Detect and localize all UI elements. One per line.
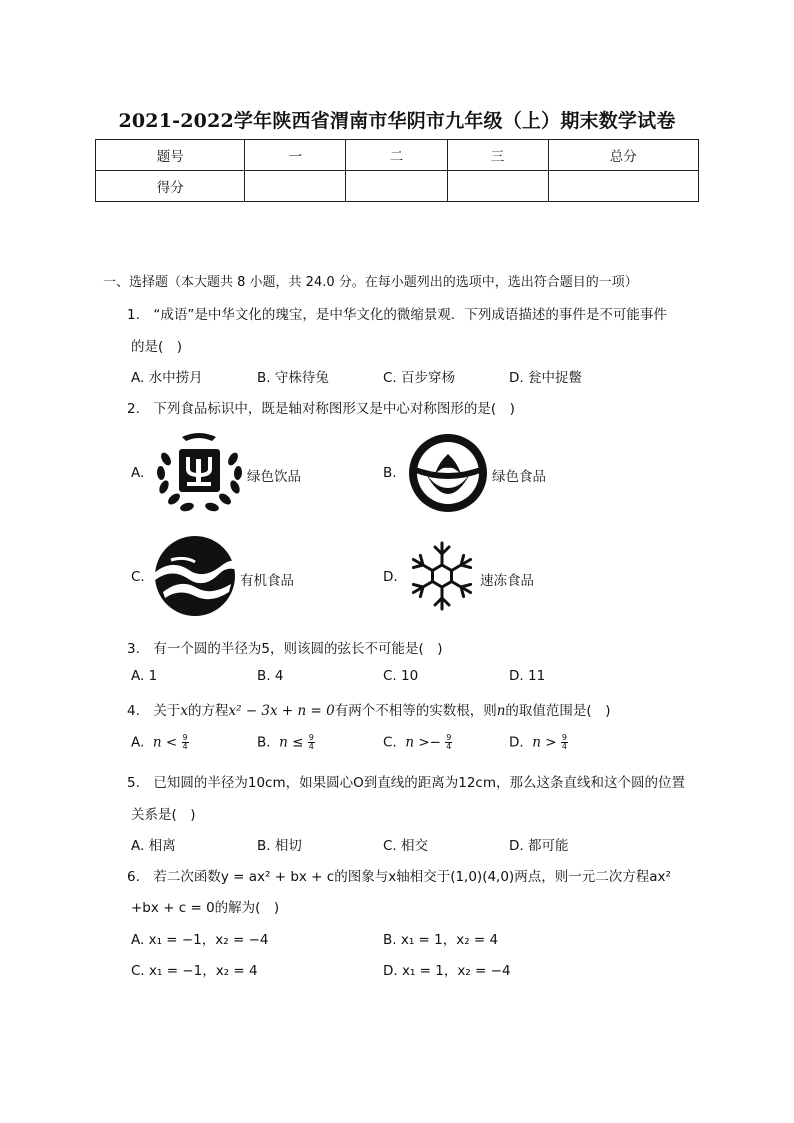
fraction — [182, 734, 189, 751]
q2-option-c-letter[interactable]: C. — [131, 569, 145, 585]
q2-option-d-letter[interactable]: D. — [383, 569, 398, 585]
option-var: n — [152, 734, 162, 751]
score-header-cell: 总分 — [548, 140, 698, 171]
q4-number: 4. — [127, 703, 140, 719]
q4-option-c[interactable] — [383, 734, 452, 751]
q5-option-b[interactable]: B. 相切 — [257, 838, 302, 854]
q4-option-a[interactable] — [131, 734, 189, 751]
fraction-denominator: 4 — [446, 742, 452, 751]
option-letter: B. — [257, 734, 271, 751]
option-var: n — [532, 734, 541, 751]
score-table — [95, 139, 699, 202]
score-cell[interactable] — [447, 171, 548, 202]
snowflake-logo-icon — [405, 539, 479, 613]
q3-option-c[interactable]: C. 10 — [383, 668, 419, 684]
option-operator: > — [545, 734, 557, 751]
question-6-line-2: +bx + c = 0的解为( ) — [131, 900, 280, 916]
green-food-logo-icon — [405, 432, 491, 514]
q2-option-b-letter[interactable]: B. — [383, 465, 397, 481]
score-cell[interactable] — [548, 171, 698, 202]
score-header-cell: 一 — [245, 140, 346, 171]
q3-option-a[interactable]: A. 1 — [131, 668, 158, 684]
q4-var-n: n — [496, 703, 506, 719]
option-letter: A. — [131, 734, 145, 751]
question-5-line-1: 5. 已知圆的半径为10cm，如果圆心O到直线的距离为12cm，那么这条直线和这个圆的位置 — [127, 775, 686, 791]
section-heading: 一、选择题（本大题共 8 小题，共 24.0 分。在每小题列出的选项中，选出符合题目的一项） — [103, 275, 638, 290]
q4-var-x: x — [180, 703, 189, 719]
q2-option-b-label: 绿色食品 — [492, 469, 546, 485]
option-operator: > — [418, 734, 430, 751]
fraction — [561, 734, 568, 751]
score-table-score-row — [96, 171, 699, 202]
score-header-cell: 三 — [447, 140, 548, 171]
q6-option-c[interactable]: C. x₁ = −1，x₂ = 4 — [131, 963, 258, 979]
fraction-denominator: 4 — [182, 742, 188, 751]
fraction — [445, 734, 452, 751]
page-title: 2021-2022学年陕西省渭南市华阴市九年级（上）期末数学试卷 — [118, 110, 676, 132]
q1-option-a[interactable]: A. 水中捞月 — [131, 370, 203, 386]
question-1-line-1: 1. “成语”是中华文化的瑰宝，是中华文化的微缩景观．下列成语描述的事件是不可能事件 — [127, 307, 667, 323]
organic-food-logo-icon — [151, 534, 239, 618]
option-letter: D. — [509, 734, 524, 751]
q2-option-c-label: 有机食品 — [240, 573, 294, 589]
q4-pre: 关于 — [153, 703, 181, 719]
q2-option-d-label: 速冻食品 — [480, 573, 534, 589]
fraction-numerator: 9 — [182, 733, 188, 742]
fraction — [308, 734, 315, 751]
q1-option-b[interactable]: B. 守株待兔 — [257, 370, 329, 386]
q4-post: 有两个不相等的实数根，则 — [334, 703, 497, 719]
q4-option-b[interactable] — [257, 734, 315, 751]
q4-tail: 的取值范围是( ) — [505, 703, 611, 719]
score-header-cell: 题号 — [96, 140, 245, 171]
fraction-denominator: 4 — [308, 742, 314, 751]
option-var: n — [405, 734, 415, 751]
question-5-line-2: 关系是( ) — [131, 807, 196, 823]
q2-option-a-label: 绿色饮品 — [247, 469, 301, 485]
fraction-denominator: 4 — [561, 742, 567, 751]
option-operator: ≤ — [292, 734, 304, 751]
question-3-stem: 3. 有一个圆的半径为5，则该圆的弦长不可能是( ) — [127, 641, 443, 657]
score-cell[interactable] — [346, 171, 447, 202]
fraction-numerator: 9 — [308, 733, 314, 742]
q6-option-d[interactable]: D. x₁ = 1，x₂ = −4 — [383, 963, 511, 979]
q2-option-a-letter[interactable]: A. — [131, 465, 145, 481]
q6-option-b[interactable]: B. x₁ = 1，x₂ = 4 — [383, 932, 499, 948]
question-6-line-1: 6. 若二次函数y = ax² + bx + c的图象与x轴相交于(1,0)(4,0)两点，则一元二次方程ax² — [127, 869, 671, 885]
fraction-numerator: 9 — [446, 733, 452, 742]
q4-option-d[interactable] — [509, 734, 568, 751]
option-letter: C. — [383, 734, 397, 751]
option-operator: < — [165, 734, 178, 751]
fraction-numerator: 9 — [561, 733, 567, 742]
q5-option-d[interactable]: D. 都可能 — [509, 838, 569, 854]
q1-option-d[interactable]: D. 瓮中捉鳖 — [509, 370, 582, 386]
green-drink-logo-icon — [152, 429, 247, 519]
q5-option-a[interactable]: A. 相离 — [131, 838, 176, 854]
q5-option-c[interactable]: C. 相交 — [383, 838, 429, 854]
q6-option-a[interactable]: A. x₁ = −1，x₂ = −4 — [131, 932, 269, 948]
q1-option-c[interactable]: C. 百步穿杨 — [383, 370, 456, 386]
score-cell[interactable] — [245, 171, 346, 202]
q4-equation: x² − 3x + n = 0 — [228, 703, 335, 719]
score-header-cell: 二 — [346, 140, 447, 171]
q4-mid: 的方程 — [188, 703, 229, 719]
question-2-stem: 2. 下列食品标识中，既是轴对称图形又是中心对称图形的是( ) — [127, 401, 515, 417]
q3-option-d[interactable]: D. 11 — [509, 668, 546, 684]
score-table-header-row — [96, 140, 699, 171]
question-1-line-2: 的是( ) — [131, 339, 183, 355]
score-row-label: 得分 — [96, 171, 245, 202]
option-var: n — [279, 734, 288, 751]
q3-option-b[interactable]: B. 4 — [257, 668, 284, 684]
option-sign: − — [429, 734, 441, 751]
question-4-stem — [127, 699, 610, 719]
